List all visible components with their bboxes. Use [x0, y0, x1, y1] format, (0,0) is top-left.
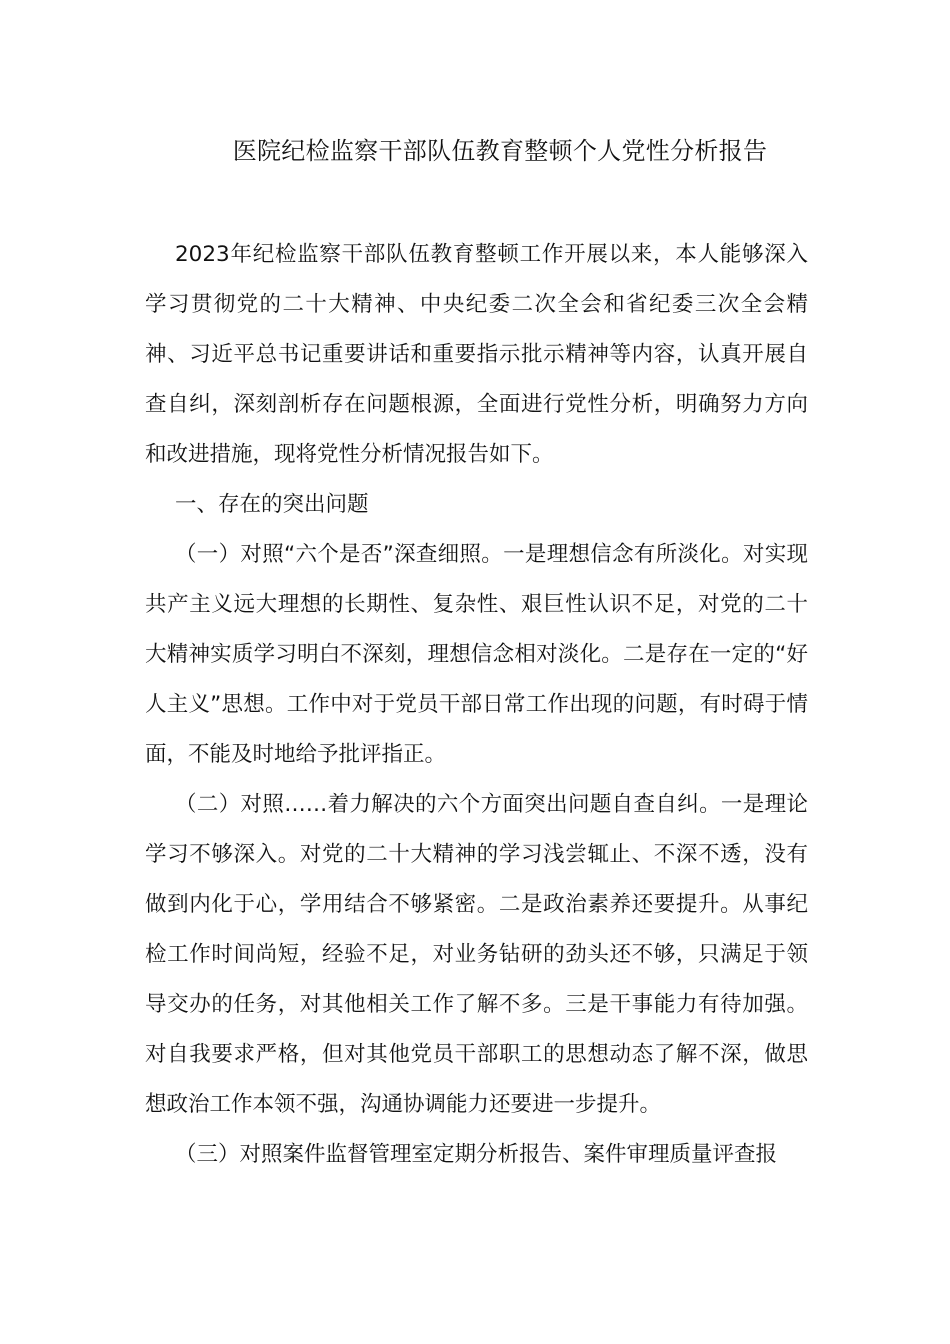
intro-paragraph: 2023年纪检监察干部队伍教育整顿工作开展以来，本人能够深入学习贯彻党的二十大精神、中央纪委二次全会和省纪委三次全会精神、习近平总书记重要讲话和重要指示批示精神等内容，认真开展自查自纠，深刻剖析存在问题根源，全面进行党性分析，明确努力方向和改进措施，现将党性分析情况报告如下。 — [145, 242, 808, 467]
document-body — [145, 230, 808, 1180]
paragraph-item-2: （二）对照……着力解决的六个方面突出问题自查自纠。一是理论学习不够深入。对党的二十大精神的学习浅尝辄止、不深不透，没有做到内化于心，学用结合不够紧密。二是政治素养还要提升。从事纪检工作时间尚短，经验不足，对业务钻研的劲头还不够，只满足于领导交办的任务，对其他相关工作了解不多。三是干事能力有待加强。对自我要求严格，但对其他党员干部职工的思想动态了解不深，做思想政治工作本领不强，沟通协调能力还要进一步提升。 — [145, 792, 808, 1117]
section-heading-problems: 一、存在的突出问题 — [175, 492, 369, 517]
paragraph-item-1: （一）对照“六个是否”深查细照。一是理想信念有所淡化。对实现共产主义远大理想的长期性、复杂性、艰巨性认识不足，对党的二十大精神实质学习明白不深刻，理想信念相对淡化。二是存在一定的“好人主义”思想。工作中对于党员干部日常工作出现的问题，有时碍于情面，不能及时地给予批评指正。 — [145, 542, 808, 767]
document-title: 医院纪检监察干部队伍教育整顿个人党性分析报告 — [232, 137, 768, 165]
paragraph-item-3: （三）对照案件监督管理室定期分析报告、案件审理质量评查报 — [175, 1142, 778, 1167]
